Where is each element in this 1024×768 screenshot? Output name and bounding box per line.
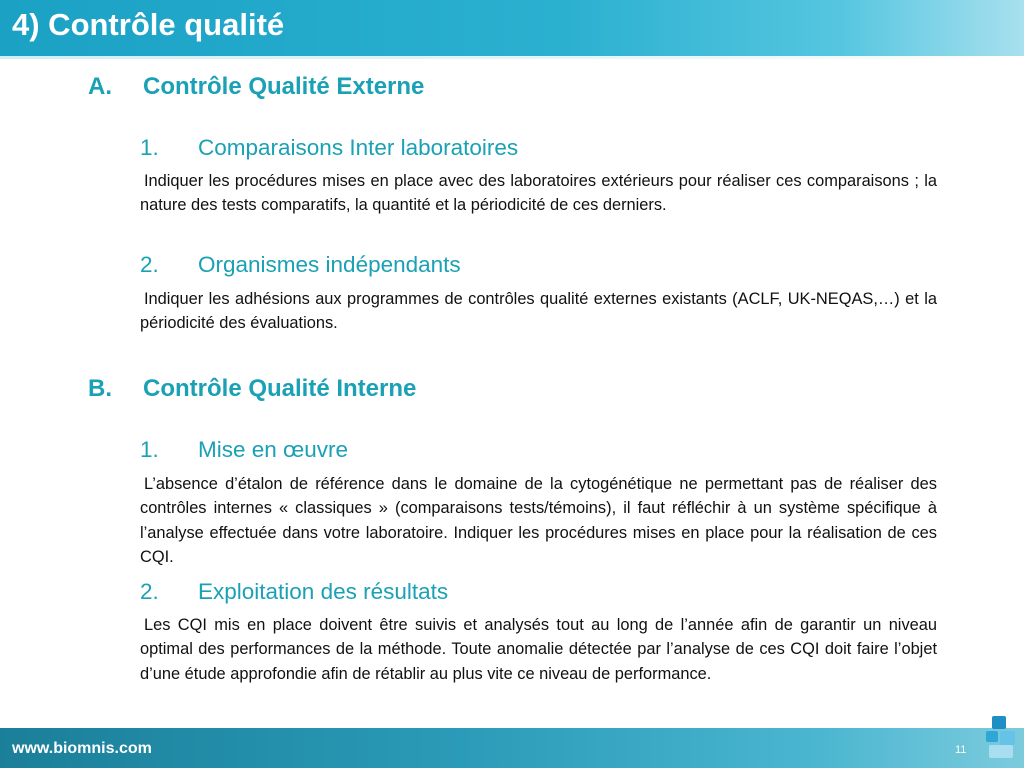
- title-bar: [0, 0, 1024, 56]
- section-b-item-1-title: Mise en œuvre: [198, 437, 349, 462]
- section-b-item-1-text: L’absence d’étalon de référence dans le domaine de la cytogénétique ne permettant pas de réaliser des contrôles internes « classiques » (comparaisons tests/témoins), il faut réfléchir à un système spécifique à l’analyse effectuée dans votre laboratoire. Indiquer les procédures mises en place pour la réalisation de ces CQI.: [140, 475, 937, 567]
- section-a-letter: A.: [88, 73, 112, 100]
- section-b-item-2-title: Exploitation des résultats: [198, 579, 449, 604]
- section-b-item-1-number: 1.: [140, 437, 159, 462]
- biomnis-logo-icon: [983, 714, 1019, 760]
- section-a-title: Contrôle Qualité Externe: [143, 73, 425, 100]
- footer-url-link[interactable]: www.biomnis.com: [12, 740, 152, 757]
- section-a-item-2-text: Indiquer les adhésions aux programmes de contrôles qualité externes existants (ACLF, UK-NEQAS,…) et la périodicité des évaluations.: [140, 290, 937, 333]
- section-a-item-2-title: Organismes indépendants: [198, 252, 461, 277]
- section-a-item-2-number: 2.: [140, 252, 159, 277]
- section-b-item-2-number: 2.: [140, 579, 159, 604]
- section-a-item-1-number: 1.: [140, 135, 159, 160]
- title-underline: [0, 56, 1024, 59]
- slide-title: 4) Contrôle qualité: [12, 7, 285, 42]
- section-b-title: Contrôle Qualité Interne: [143, 375, 417, 402]
- section-b-item-2-text: Les CQI mis en place doivent être suivis et analysés tout au long de l’année afin de garantir un niveau optimal des performances de la méthode. Toute anomalie détectée par l’analyse de ces CQI doit faire l’objet d’une étude approfondie afin de rétablir au plus vite ce niveau de performance.: [140, 616, 937, 683]
- footer-bar: [0, 728, 1024, 768]
- section-a-item-1-title: Comparaisons Inter laboratoires: [198, 135, 519, 160]
- page-number: 11: [955, 744, 967, 756]
- section-b-letter: B.: [88, 375, 112, 402]
- section-a-item-1-text: Indiquer les procédures mises en place avec des laboratoires extérieurs pour réaliser ces comparaisons ; la nature des tests comparatifs, la quantité et la périodicité de ces derniers.: [140, 172, 937, 215]
